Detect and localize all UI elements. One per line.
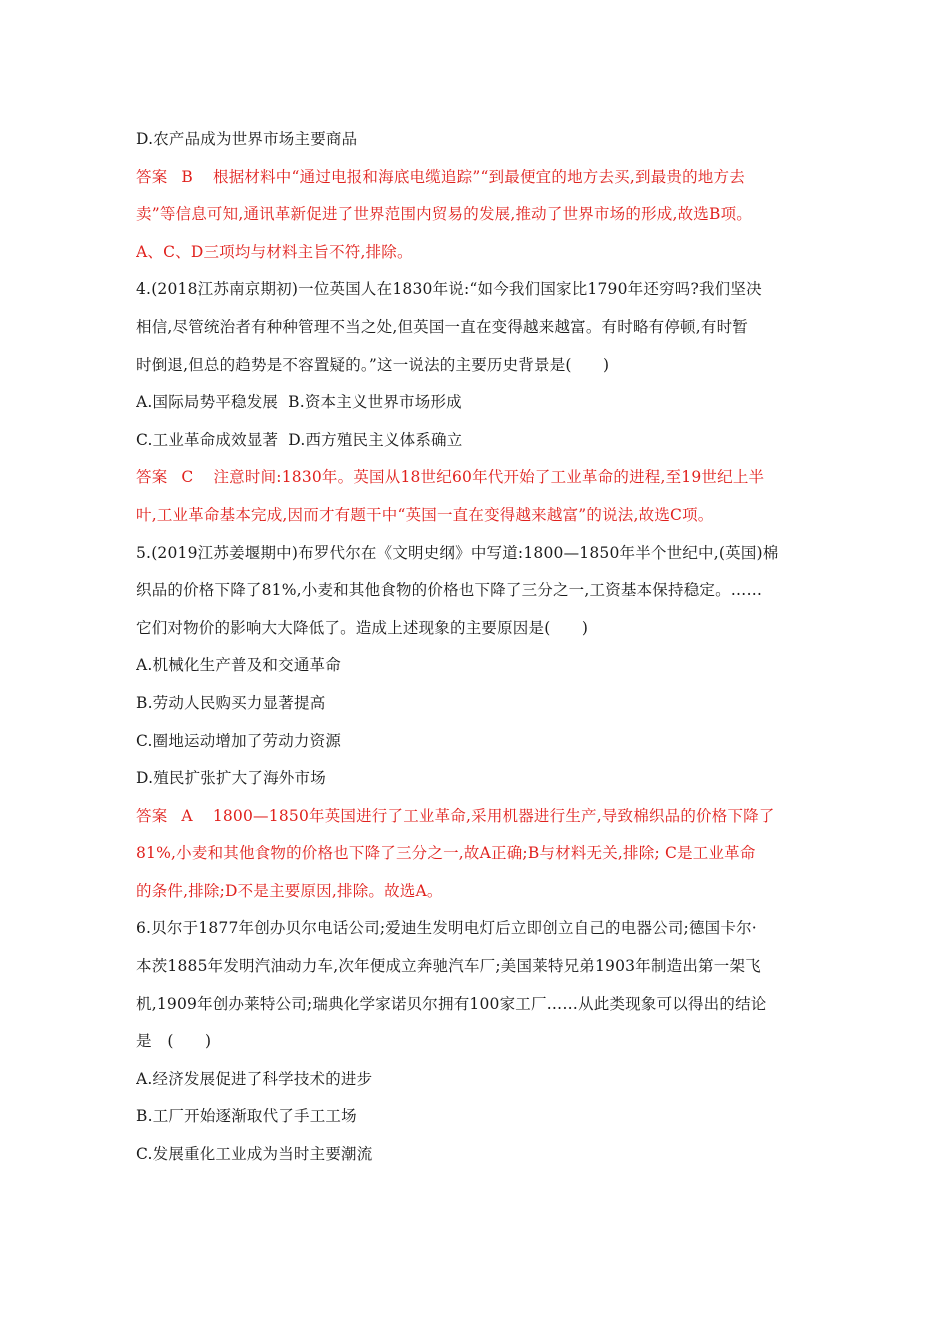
q3-option-d: D.农产品成为世界市场主要商品 [136,130,358,148]
q5-option-a: A.机械化生产普及和交通革命 [136,656,341,675]
q4-options-row [136,384,816,422]
q5-answer [136,798,816,836]
q5-option-d: D.殖民扩张扩大了海外市场 [136,769,326,788]
q4-stem-line: 相信,尽管统治者有种种管理不当之处,但英国一直在变得越来越富。有时略有停顿,有时暂 [136,317,748,336]
explanation-line: 注意时间:1830年。英国从18世纪60年代开始了工业革命的进程,至19世纪上半 [213,468,765,487]
q6-stem-line: 是 ( ) [136,1032,212,1051]
explanation-line: 81%,小麦和其他食物的价格也下降了三分之一,故A正确;B与材料无关,排除; C是工业革命 [136,844,756,863]
answer-key: A [181,806,193,825]
document-page [136,121,816,1174]
q4-stem-line: 时倒退,但总的趋势是不容置疑的。”这一说法的主要历史背景是( ) [136,355,610,374]
answer-label: 答案 [136,806,168,825]
q5-stem-line: 5.(2019江苏姜堰期中)布罗代尔在《文明史纲》中写道:1800—1850年半个世纪中,(英国)棉 [136,543,779,562]
q4-option-d: D.西方殖民主义体系确立 [288,430,463,449]
q6-option-a: A.经济发展促进了科学技术的进步 [136,1069,373,1088]
explanation-line: A、C、D三项均与材料主旨不符,排除。 [136,242,413,261]
q3-answer [136,159,816,197]
q6-stem-line: 本茨1885年发明汽油动力车,次年便成立奔驰汽车厂;美国莱特兄弟1903年制造出第一架飞 [136,957,761,976]
explanation-line: 的条件,排除;D不是主要原因,排除。故选A。 [136,881,443,900]
explanation-line: 根据材料中“通过电报和海底电缆追踪”“到最便宜的地方去买,到最贵的地方去 [213,167,745,186]
q6-option-b: B.工厂开始逐渐取代了手工工场 [136,1107,357,1126]
q4-stem-line: 4.(2018江苏南京期初)一位英国人在1830年说:“如今我们国家比1790年还穷吗?我们坚决 [136,280,762,299]
q6-stem-line: 6.贝尔于1877年创办贝尔电话公司;爱迪生发明电灯后立即创立自己的电器公司;德国卡尔· [136,919,757,938]
explanation-line: 叶,工业革命基本完成,因而才有题干中“英国一直在变得越来越富”的说法,故选C项。 [136,505,714,524]
explanation-line: 1800—1850年英国进行了工业革命,采用机器进行生产,导致棉织品的价格下降了 [212,806,775,825]
q5-stem-line: 织品的价格下降了81%,小麦和其他食物的价格也下降了三分之一,工资基本保持稳定。…… [136,581,763,600]
answer-key: B [181,167,193,186]
q5-option-b: B.劳动人民购买力显著提高 [136,693,326,712]
answer-key: C [181,468,194,487]
q4-options-row [136,422,816,460]
q4-option-b: B.资本主义世界市场形成 [288,393,462,412]
q4-option-a: A.国际局势平稳发展 [136,393,279,412]
q6-option-c: C.发展重化工业成为当时主要潮流 [136,1145,373,1164]
answer-label: 答案 [136,468,168,487]
q5-option-c: C.圈地运动增加了劳动力资源 [136,731,342,750]
q6-stem-line: 机,1909年创办莱特公司;瑞典化学家诺贝尔拥有100家工厂……从此类现象可以得出的结论 [136,994,767,1013]
explanation-line: 卖”等信息可知,通讯革新促进了世界范围内贸易的发展,推动了世界市场的形成,故选B项。 [136,205,752,224]
q4-answer [136,459,816,497]
q4-option-c: C.工业革命成效显著 [136,430,279,449]
q5-stem-line: 它们对物价的影响大大降低了。造成上述现象的主要原因是( ) [136,618,589,637]
answer-label: 答案 [136,167,168,186]
